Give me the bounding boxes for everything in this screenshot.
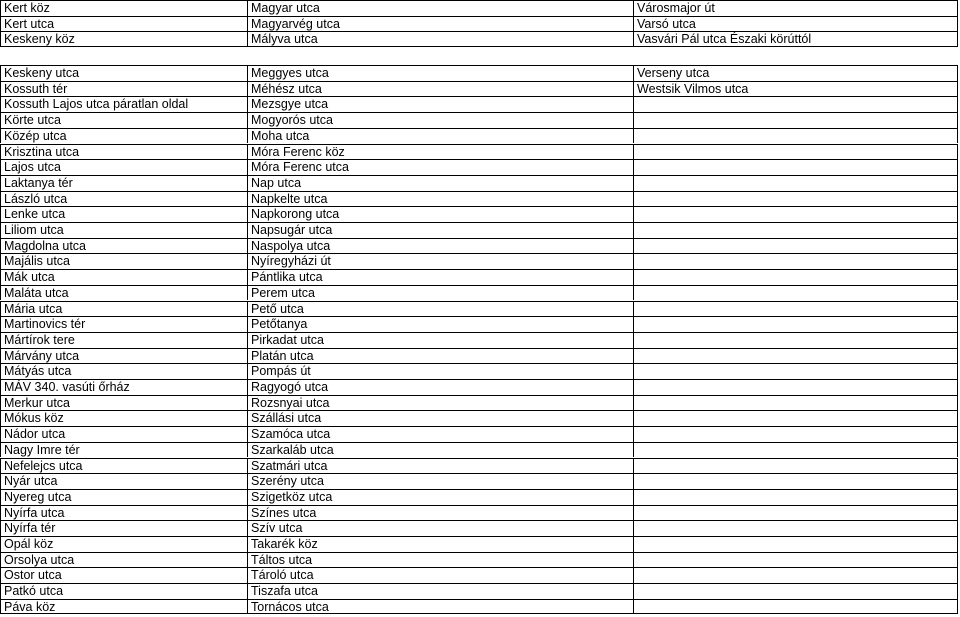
table-cell: Keskeny utca bbox=[0, 66, 248, 81]
table-cell bbox=[634, 490, 958, 505]
table-cell bbox=[634, 537, 958, 552]
table-row bbox=[0, 206, 958, 222]
table-cell bbox=[634, 286, 958, 301]
table-row bbox=[0, 175, 958, 191]
table-row bbox=[0, 520, 958, 536]
table-row bbox=[0, 269, 958, 285]
table-cell bbox=[634, 129, 958, 144]
table-cell: Liliom utca bbox=[0, 223, 248, 238]
table-cell bbox=[634, 192, 958, 207]
table-cell: Pirkadat utca bbox=[248, 333, 634, 348]
table-cell: Laktanya tér bbox=[0, 176, 248, 191]
table-cell: Keskeny köz bbox=[0, 32, 248, 46]
table-cell: Szatmári utca bbox=[248, 459, 634, 474]
table-cell: Perem utca bbox=[248, 286, 634, 301]
table-cell bbox=[634, 333, 958, 348]
table-cell: Varsó utca bbox=[634, 17, 958, 32]
table-cell: Westsik Vilmos utca bbox=[634, 82, 958, 97]
table-row bbox=[0, 379, 958, 395]
table-cell: Takarék köz bbox=[248, 537, 634, 552]
table-cell: Nagy Imre tér bbox=[0, 443, 248, 458]
table-cell: Szigetköz utca bbox=[248, 490, 634, 505]
table-row bbox=[0, 442, 958, 458]
table-row bbox=[0, 0, 958, 16]
table-cell bbox=[634, 506, 958, 521]
table-cell bbox=[634, 443, 958, 458]
table-row bbox=[0, 144, 958, 160]
table-cell: Márvány utca bbox=[0, 349, 248, 364]
table-cell: Napkorong utca bbox=[248, 207, 634, 222]
table-row bbox=[0, 583, 958, 599]
table-cell: Szarkaláb utca bbox=[248, 443, 634, 458]
table-cell: Petőtanya bbox=[248, 317, 634, 332]
table-cell bbox=[634, 270, 958, 285]
table-row bbox=[0, 489, 958, 505]
table-row bbox=[0, 81, 958, 97]
table-cell bbox=[634, 239, 958, 254]
table-row bbox=[0, 599, 958, 615]
table-cell bbox=[634, 380, 958, 395]
table-cell bbox=[634, 600, 958, 614]
table-cell: Mogyorós utca bbox=[248, 113, 634, 128]
table-row bbox=[0, 31, 958, 47]
table-cell: Kert utca bbox=[0, 17, 248, 32]
table-cell: Naspolya utca bbox=[248, 239, 634, 254]
table-cell bbox=[634, 145, 958, 160]
table-row bbox=[0, 567, 958, 583]
table-cell: Kossuth tér bbox=[0, 82, 248, 97]
table-row bbox=[0, 395, 958, 411]
table-row bbox=[0, 253, 958, 269]
table-row bbox=[0, 301, 958, 317]
table-cell bbox=[634, 474, 958, 489]
table-cell: Nádor utca bbox=[0, 427, 248, 442]
table-cell: Merkur utca bbox=[0, 396, 248, 411]
table-cell: Patkó utca bbox=[0, 584, 248, 599]
table-cell: Pántlika utca bbox=[248, 270, 634, 285]
table-cell: Verseny utca bbox=[634, 66, 958, 81]
table-cell: Ostor utca bbox=[0, 568, 248, 583]
table-cell bbox=[634, 349, 958, 364]
table-cell: Szamóca utca bbox=[248, 427, 634, 442]
table-row bbox=[0, 112, 958, 128]
table-row bbox=[0, 222, 958, 238]
table-cell: Körte utca bbox=[0, 113, 248, 128]
table-cell bbox=[634, 364, 958, 379]
table-cell: Mályva utca bbox=[248, 32, 634, 46]
table-cell: Nefelejcs utca bbox=[0, 459, 248, 474]
table-row bbox=[0, 552, 958, 568]
table-cell bbox=[634, 113, 958, 128]
table-row bbox=[0, 316, 958, 332]
table-row bbox=[0, 16, 958, 32]
table-cell: MÁV 340. vasúti őrház bbox=[0, 380, 248, 395]
table-cell: Tároló utca bbox=[248, 568, 634, 583]
table-cell: Pompás út bbox=[248, 364, 634, 379]
table-cell: Tornácos utca bbox=[248, 600, 634, 614]
table-row bbox=[0, 128, 958, 144]
table-cell: Kossuth Lajos utca páratlan oldal bbox=[0, 97, 248, 112]
table-cell: Moha utca bbox=[248, 129, 634, 144]
table-cell: Mák utca bbox=[0, 270, 248, 285]
table-row bbox=[0, 536, 958, 552]
table-row bbox=[0, 65, 958, 81]
table-cell: Mókus köz bbox=[0, 411, 248, 426]
table-cell: Platán utca bbox=[248, 349, 634, 364]
table-cell bbox=[634, 521, 958, 536]
table-cell: Martinovics tér bbox=[0, 317, 248, 332]
table-row bbox=[0, 426, 958, 442]
table-cell: Móra Ferenc köz bbox=[248, 145, 634, 160]
table-cell bbox=[634, 411, 958, 426]
table-cell bbox=[634, 459, 958, 474]
table-row bbox=[0, 159, 958, 175]
table-cell: Krisztina utca bbox=[0, 145, 248, 160]
table-row bbox=[0, 191, 958, 207]
table-cell: Szív utca bbox=[248, 521, 634, 536]
table-cell: Nap utca bbox=[248, 176, 634, 191]
table-cell: Nyereg utca bbox=[0, 490, 248, 505]
table-row bbox=[0, 363, 958, 379]
table-cell bbox=[634, 207, 958, 222]
table-row bbox=[0, 505, 958, 521]
table-cell: László utca bbox=[0, 192, 248, 207]
table-cell: Pető utca bbox=[248, 302, 634, 317]
table-cell: Maláta utca bbox=[0, 286, 248, 301]
table-cell: Móra Ferenc utca bbox=[248, 160, 634, 175]
table-cell bbox=[634, 254, 958, 269]
table-cell: Tiszafa utca bbox=[248, 584, 634, 599]
table-cell: Orsolya utca bbox=[0, 553, 248, 568]
table-cell bbox=[634, 396, 958, 411]
table-cell bbox=[634, 97, 958, 112]
table-cell: Lenke utca bbox=[0, 207, 248, 222]
table-cell: Táltos utca bbox=[248, 553, 634, 568]
table-row bbox=[0, 458, 958, 474]
table-row bbox=[0, 285, 958, 301]
table-cell: Ragyogó utca bbox=[248, 380, 634, 395]
table-cell: Mártírok tere bbox=[0, 333, 248, 348]
table-cell: Vasvári Pál utca Északi körúttól bbox=[634, 32, 958, 46]
table-cell: Napsugár utca bbox=[248, 223, 634, 238]
table-cell: Majális utca bbox=[0, 254, 248, 269]
table-row bbox=[0, 348, 958, 364]
table-cell: Rozsnyai utca bbox=[248, 396, 634, 411]
table-cell: Szerény utca bbox=[248, 474, 634, 489]
table-cell: Napkelte utca bbox=[248, 192, 634, 207]
table-cell bbox=[634, 223, 958, 238]
table-cell: Szállási utca bbox=[248, 411, 634, 426]
table-cell bbox=[634, 317, 958, 332]
table-cell: Páva köz bbox=[0, 600, 248, 614]
table-cell: Opál köz bbox=[0, 537, 248, 552]
table-row bbox=[0, 410, 958, 426]
table-cell: Nyírfa utca bbox=[0, 506, 248, 521]
table-cell: Meggyes utca bbox=[248, 66, 634, 81]
table-cell: Nyár utca bbox=[0, 474, 248, 489]
table-cell: Mária utca bbox=[0, 302, 248, 317]
table-row bbox=[0, 473, 958, 489]
table-cell: Színes utca bbox=[248, 506, 634, 521]
table-cell bbox=[634, 302, 958, 317]
table-cell: Mátyás utca bbox=[0, 364, 248, 379]
table-cell bbox=[634, 176, 958, 191]
table-cell: Méhész utca bbox=[248, 82, 634, 97]
table-row bbox=[0, 238, 958, 254]
table-cell: Nyírfa tér bbox=[0, 521, 248, 536]
table-cell bbox=[634, 568, 958, 583]
table-row bbox=[0, 96, 958, 112]
table-cell bbox=[634, 160, 958, 175]
table-cell: Városmajor út bbox=[634, 1, 958, 16]
table-cell: Magyar utca bbox=[248, 1, 634, 16]
table-cell: Magyarvég utca bbox=[248, 17, 634, 32]
table-cell: Kert köz bbox=[0, 1, 248, 16]
table-cell bbox=[634, 553, 958, 568]
table-cell: Lajos utca bbox=[0, 160, 248, 175]
table-cell bbox=[634, 427, 958, 442]
table-row bbox=[0, 332, 958, 348]
table-cell bbox=[634, 584, 958, 599]
table-cell: Mezsgye utca bbox=[248, 97, 634, 112]
table-cell: Nyíregyházi út bbox=[248, 254, 634, 269]
table-cell: Magdolna utca bbox=[0, 239, 248, 254]
table-cell: Közép utca bbox=[0, 129, 248, 144]
